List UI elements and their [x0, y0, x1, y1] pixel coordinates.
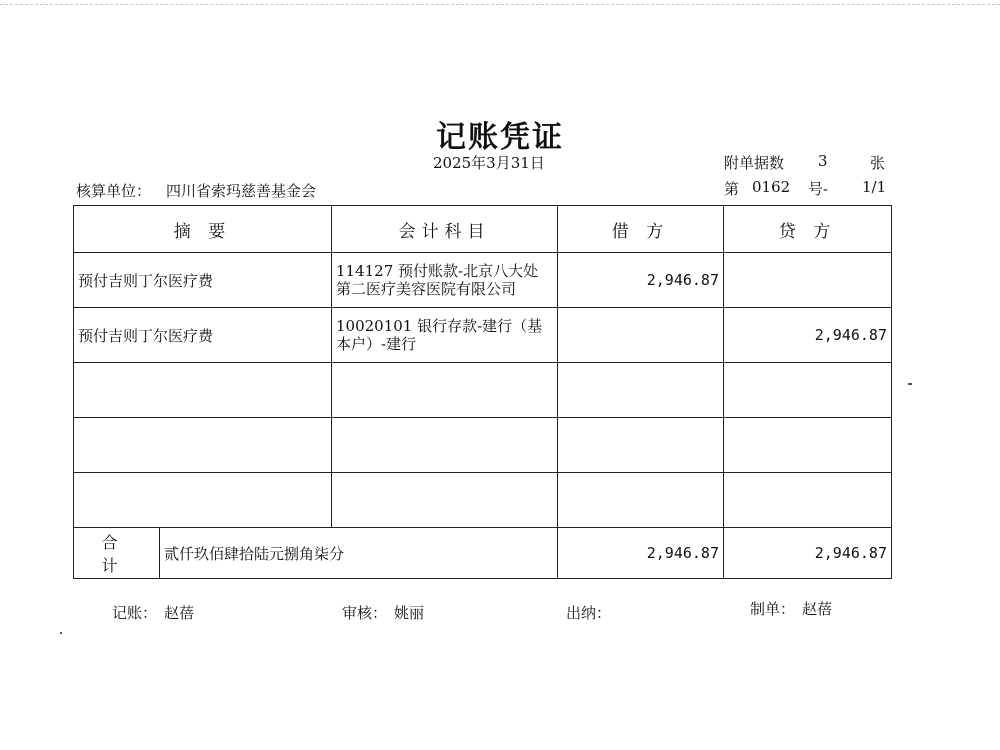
scan-speck [60, 632, 62, 634]
table-row [74, 418, 892, 473]
header-debit: 借 方 [558, 206, 724, 253]
row-account [332, 418, 558, 473]
attachment-label: 附单据数 [724, 154, 785, 172]
cashier-label: 出纳： [566, 604, 612, 622]
row-summary: 预付吉则丁尔医疗费 [74, 253, 332, 308]
voucher-number: 0162 [752, 178, 791, 196]
row-credit [724, 253, 892, 308]
row-debit [558, 418, 724, 473]
row-summary: 预付吉则丁尔医疗费 [74, 308, 332, 363]
row-credit: 2,946.87 [724, 308, 892, 363]
row-account: 10020101 银行存款-建行（基本户）-建行 [332, 308, 558, 363]
header-summary: 摘 要 [74, 206, 332, 253]
preparer-label: 制单： [750, 600, 796, 618]
row-debit [558, 473, 724, 528]
table-row [74, 363, 892, 418]
accounting-unit-label: 核算单位： [76, 182, 152, 200]
voucher-page: 1/1 [862, 178, 887, 196]
row-summary [74, 418, 332, 473]
attachment-unit: 张 [870, 154, 886, 172]
bookkeeper-name: 赵蓓 [164, 604, 195, 622]
total-row [74, 528, 892, 579]
total-label: 合 计 [74, 528, 160, 579]
voucher-title: 记账凭证 [436, 120, 564, 155]
header-account: 会计科目 [332, 206, 558, 253]
row-debit [558, 363, 724, 418]
scan-speck [908, 383, 912, 385]
row-credit [724, 418, 892, 473]
voucher-table [73, 205, 892, 579]
table-row [74, 253, 892, 308]
reviewer-label: 审核： [342, 604, 388, 622]
bookkeeper-label: 记账： [112, 604, 158, 622]
voucher-number-prefix: 第 [724, 180, 740, 198]
voucher-date: 2025年3月31日 [433, 154, 545, 172]
row-debit [558, 308, 724, 363]
header-credit: 贷 方 [724, 206, 892, 253]
row-account [332, 363, 558, 418]
total-credit: 2,946.87 [724, 528, 892, 579]
total-debit: 2,946.87 [558, 528, 724, 579]
voucher-number-suffix: 号- [808, 180, 829, 198]
row-account [332, 473, 558, 528]
reviewer-name: 姚丽 [394, 604, 425, 622]
table-row [74, 308, 892, 363]
total-amount-in-words: 贰仟玖佰肆拾陆元捌角柒分 [160, 528, 558, 579]
row-summary [74, 473, 332, 528]
row-credit [724, 473, 892, 528]
preparer-name: 赵蓓 [802, 600, 833, 618]
table-header-row [74, 206, 892, 253]
attachment-count: 3 [818, 152, 828, 170]
scan-edge-line [0, 4, 1000, 5]
accounting-unit-name: 四川省索玛慈善基金会 [166, 182, 317, 200]
row-debit: 2,946.87 [558, 253, 724, 308]
row-account: 114127 预付账款-北京八大处第二医疗美容医院有限公司 [332, 253, 558, 308]
row-summary [74, 363, 332, 418]
row-credit [724, 363, 892, 418]
table-row [74, 473, 892, 528]
